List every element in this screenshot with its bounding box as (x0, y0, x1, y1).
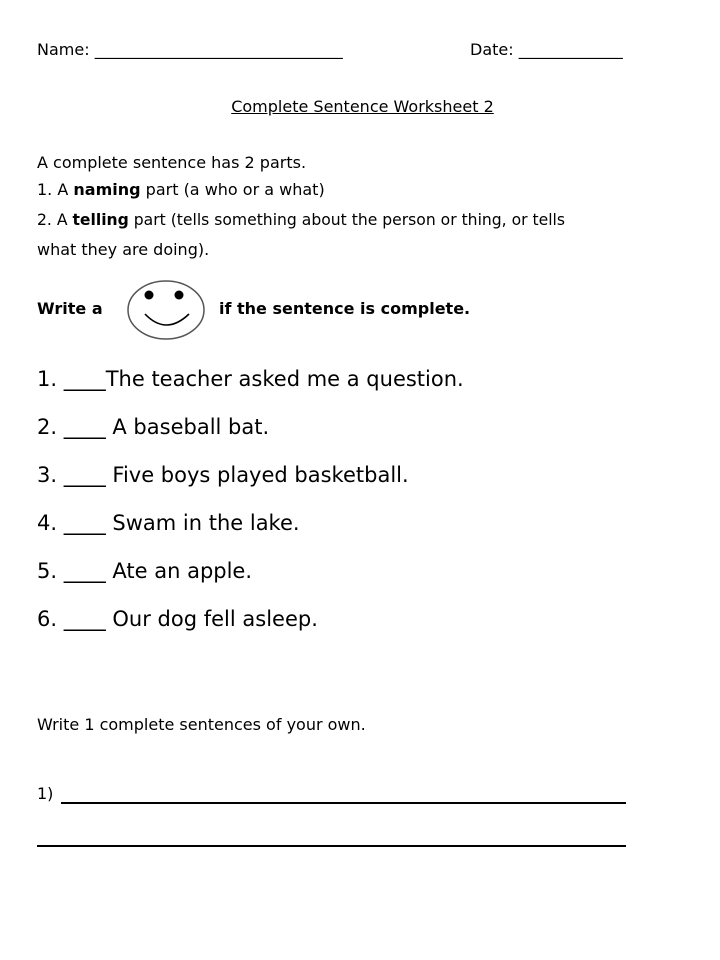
instruction-before: Write a (37, 299, 103, 318)
own-sentence-line-label: 1) (37, 784, 54, 803)
item-blank: ____ (63, 367, 106, 391)
intro-line-4: what they are doing). (37, 240, 210, 259)
date-label: Date: (470, 40, 519, 59)
item-6 (37, 607, 318, 631)
item-number: 2. (37, 415, 64, 439)
instruction-after: if the sentence is complete. (219, 299, 471, 318)
intro-line-2 (37, 180, 325, 199)
worksheet-title: Complete Sentence Worksheet 2 (231, 97, 494, 116)
smiley-face-icon (123, 278, 209, 342)
item-text: A baseball bat. (105, 415, 270, 439)
item-5 (37, 559, 252, 583)
item-number: 6. (37, 607, 64, 631)
item-blank: ____ (63, 607, 106, 631)
item-number: 3. (37, 463, 64, 487)
intro-line-3-prefix: 2. A (37, 211, 73, 229)
item-text: Ate an apple. (105, 559, 253, 583)
intro-line-2-prefix: 1. A (37, 180, 74, 199)
intro-line-2-suffix: part (a who or a what) (140, 180, 325, 199)
item-blank: ____ (63, 559, 106, 583)
name-label: Name: (37, 40, 95, 59)
header-name-row (37, 40, 343, 59)
item-text: The teacher asked me a question. (105, 367, 464, 391)
item-number: 1. (37, 367, 64, 391)
item-blank: ____ (63, 463, 106, 487)
writing-line-2[interactable] (37, 845, 626, 847)
item-text: Our dog fell asleep. (105, 607, 318, 631)
item-2 (37, 415, 269, 439)
item-3 (37, 463, 409, 487)
own-sentences-prompt: Write 1 complete sentences of your own. (37, 715, 366, 734)
intro-line-3 (37, 211, 565, 229)
item-number: 4. (37, 511, 64, 535)
item-text: Five boys played basketball. (105, 463, 409, 487)
date-blank: _____________ (518, 40, 623, 59)
intro-line-3-suffix: part (tells something about the person or thing, or tells (128, 211, 566, 229)
item-1 (37, 367, 464, 391)
name-blank: _______________________________ (94, 40, 343, 59)
item-4 (37, 511, 300, 535)
writing-line-1[interactable] (61, 802, 626, 804)
item-text: Swam in the lake. (105, 511, 300, 535)
item-blank: ____ (63, 415, 106, 439)
item-number: 5. (37, 559, 64, 583)
naming-word: naming (73, 180, 141, 199)
item-blank: ____ (63, 511, 106, 535)
header-date-row (470, 40, 623, 59)
intro-line-1: A complete sentence has 2 parts. (37, 153, 307, 172)
telling-word: telling (72, 211, 129, 229)
